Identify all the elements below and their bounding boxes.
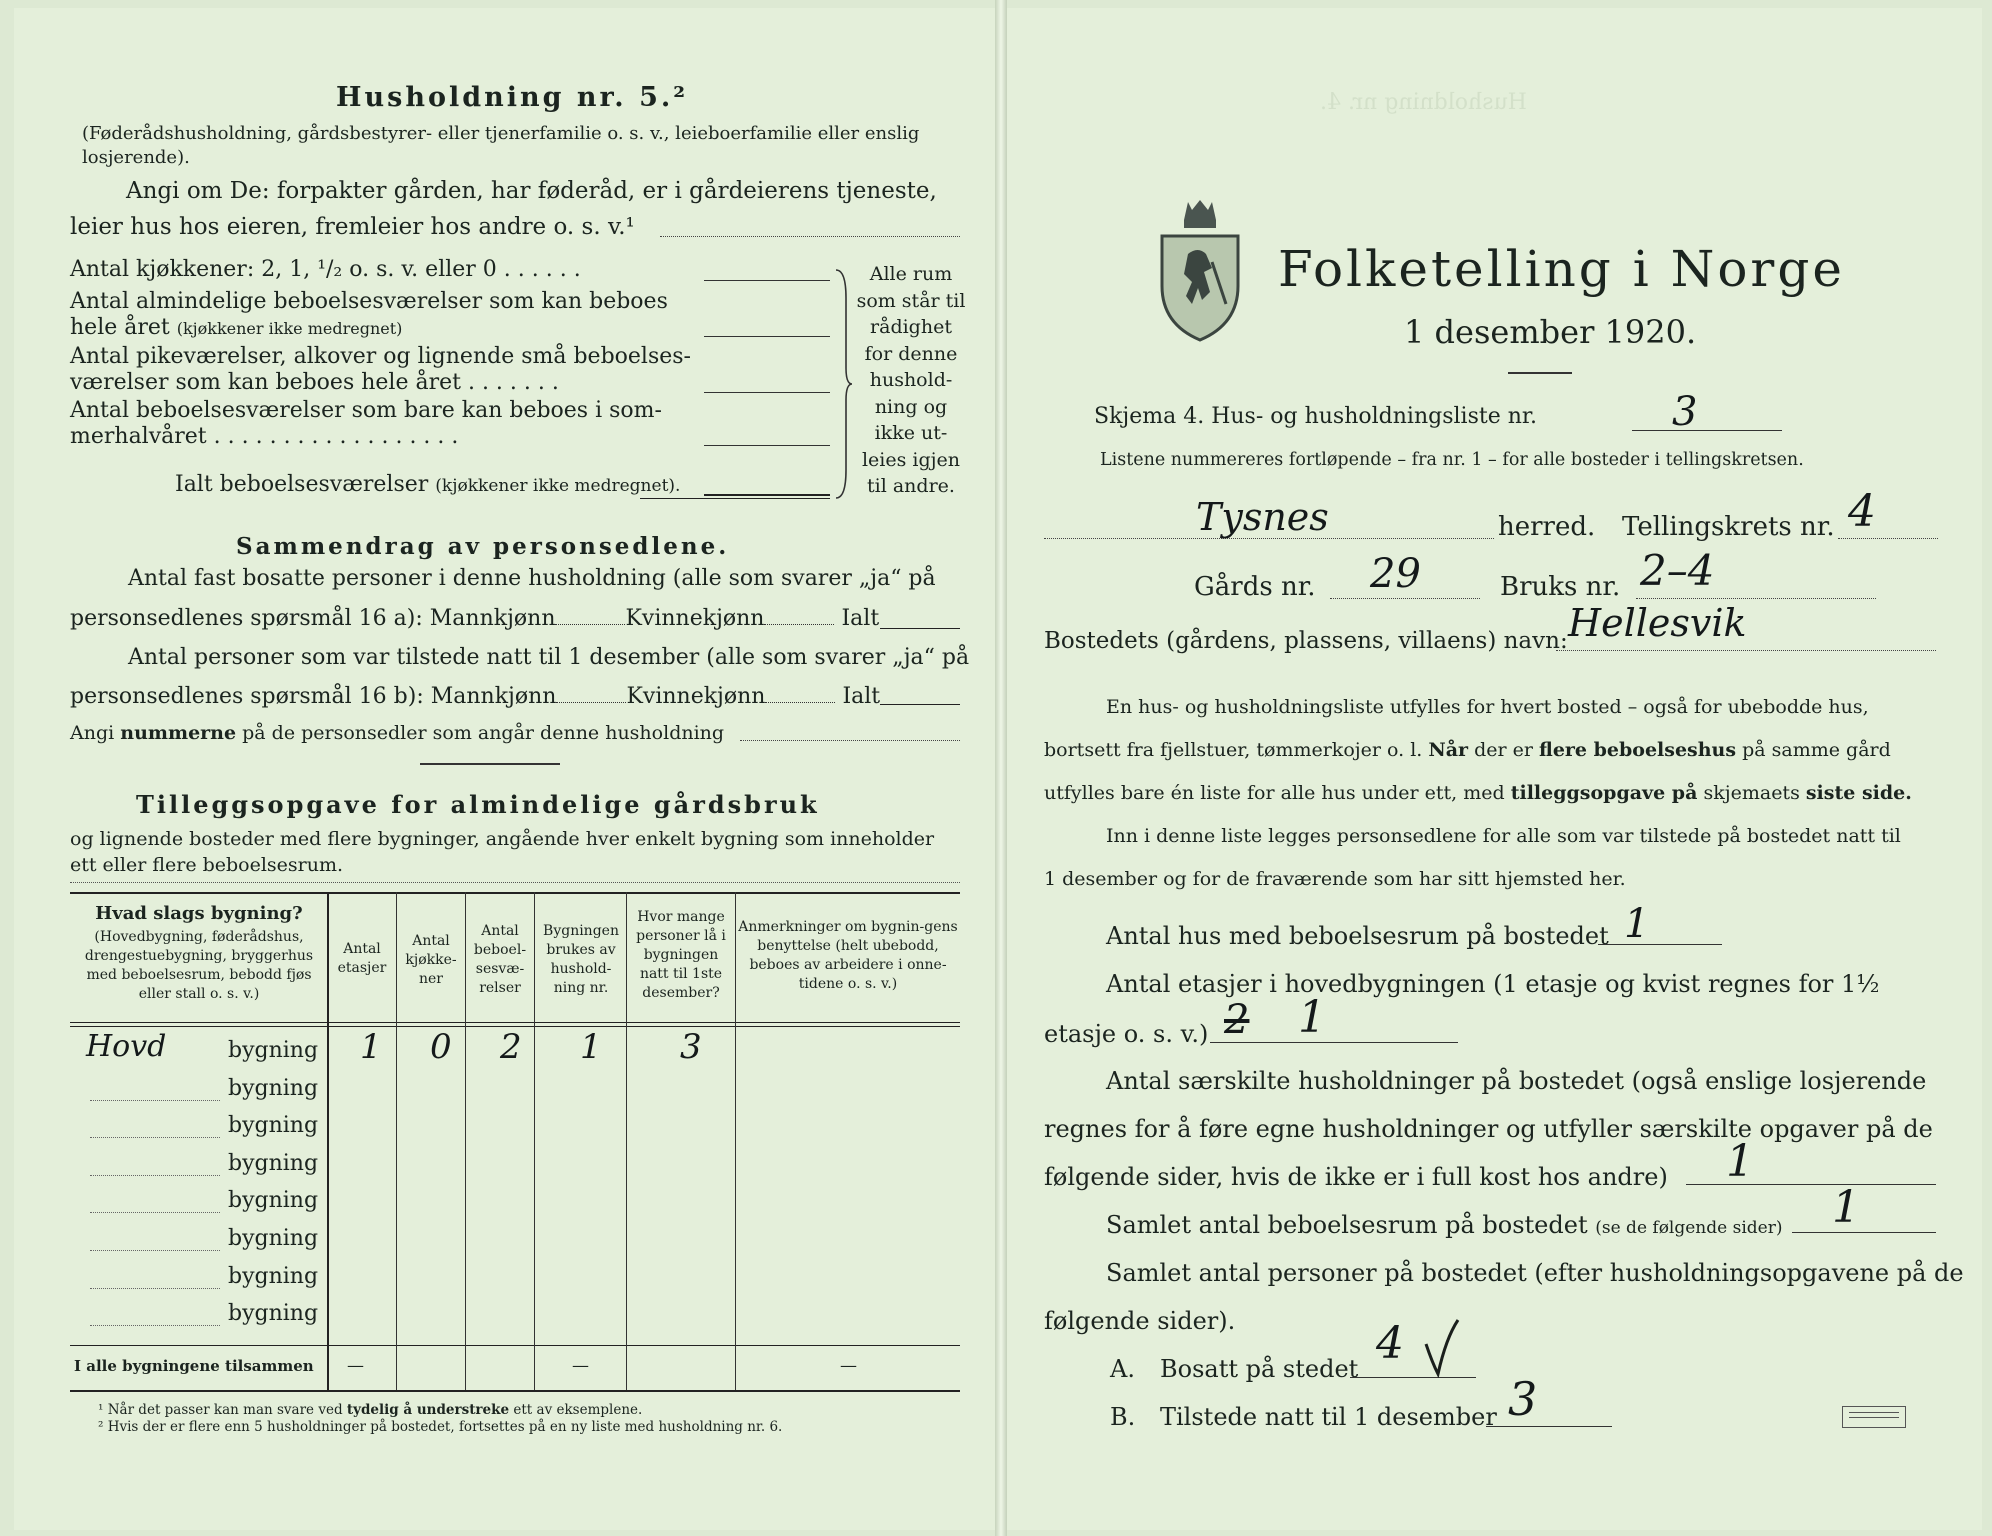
ordinary-rooms-question-1: Antal almindelige beboelsesværelser som kan beboes	[70, 289, 668, 314]
table-col-line-2	[396, 892, 397, 1390]
b-text: Tilstede natt til 1 desember	[1160, 1403, 1497, 1431]
instruction-4: Inn i denne liste legges personsedlene for alle som var tilstede på bostedet natt til	[1106, 825, 1901, 847]
summer-rooms-answer-line	[704, 445, 830, 446]
summary-2b-text: personsedlenes spørsmål 16 b): Mannkjønn	[70, 684, 557, 709]
col-building-title: Hvad slags bygning?	[95, 903, 303, 924]
section-divider	[420, 763, 560, 765]
instruction-3	[1044, 784, 1912, 803]
a-text: Bosatt på stedet	[1160, 1355, 1359, 1383]
col-remarks: Anmerkninger om bygnin-gens benyttelse (helt ubebodd, beboes av arbeidere i onne-tidene o. s. v.)	[738, 919, 958, 992]
q-persons-2: følgende sider).	[1044, 1307, 1236, 1335]
row-name-line	[90, 1175, 220, 1176]
total-rooms-text: Ialt beboelsesværelser	[175, 472, 429, 497]
q-persons-1: Samlet antal personer på bostedet (efter husholdningsopgavene på de	[1106, 1259, 1964, 1287]
instruction-2-post: på samme gård	[1736, 739, 1891, 761]
bruks-value: 2–4	[1640, 546, 1715, 595]
tellingskrets-line	[1838, 538, 1938, 539]
maid-rooms-answer-line	[704, 392, 830, 393]
instruction-5: 1 desember og for de fraværende som har sitt hjemsted her.	[1044, 868, 1626, 890]
summary-2b	[70, 686, 880, 708]
angi-nummerne-bold: nummerne	[120, 722, 237, 744]
q-rooms-value: 1	[1832, 1182, 1860, 1233]
side-note: Alle rum som står til rådighet for denne hushold-ning og ikke ut-leies igjen til andre.	[856, 263, 966, 497]
cell-persons: 3	[680, 1027, 702, 1067]
herred-label: herred.	[1498, 512, 1596, 542]
q-rooms-text: Samlet antal beboelsesrum på bostedet	[1106, 1211, 1588, 1239]
q-households-3: følgende sider, hvis de ikke er i full kost hos andre)	[1044, 1163, 1668, 1191]
angi-answer-line	[660, 236, 960, 237]
row-building-word: bygning	[228, 1301, 319, 1327]
col-floors: Antal etasjer	[337, 941, 387, 976]
col-persons: Hvor mange personer lå i bygningen natt til 1ste desember?	[636, 909, 726, 1001]
bruks-line	[1636, 598, 1876, 599]
q-households-2: regnes for å føre egne husholdninger og utfyller særskilte opgaver på de	[1044, 1115, 1933, 1143]
q-rooms-note: (se de følgende sider)	[1595, 1218, 1783, 1238]
supplement-heading: Tilleggsopgave for almindelige gårdsbruk	[136, 790, 820, 819]
maid-rooms-question-1: Antal pikeværelser, alkover og lignende små beboelses-	[70, 344, 691, 369]
herred-value: Tysnes	[1196, 495, 1329, 539]
q-floors-value: 1	[1298, 992, 1326, 1043]
gards-line	[1330, 598, 1480, 599]
angi-line-1: Angi om De: forpakter gården, har føderåd, er i gårdeierens tjeneste,	[126, 178, 937, 204]
row-building-word: bygning	[228, 1188, 319, 1214]
summary-2a: Antal personer som var tilstede natt til 1 desember (alle som svarer „ja“ på	[128, 645, 970, 670]
q-households-line	[1686, 1184, 1936, 1185]
table-col-line-3	[465, 892, 466, 1390]
q-households-value: 1	[1726, 1136, 1754, 1187]
instruction-3-mid: skjemaets	[1697, 782, 1806, 804]
summary-1b-kvinne: Kvinnekjønn	[625, 606, 765, 631]
cell-household: 1	[580, 1027, 602, 1067]
row-building-word: bygning	[228, 1075, 319, 1101]
table-header-border	[70, 1022, 960, 1023]
skjema-line: Skjema 4. Hus- og husholdningsliste nr.	[1094, 404, 1537, 429]
footnote-2: ² Hvis der er flere enn 5 husholdninger på bostedet, fortsettes på en ny liste med husholdning nr. 6.	[98, 1419, 783, 1435]
row-name-line	[90, 1100, 220, 1101]
col-building-sub: (Hovedbygning, føderådshus, drengestuebygning, bryggerhus med beboelsesrum, bebodd fjøs eller stall o. s. v.)	[84, 929, 314, 1002]
bosted-value: Hellesvik	[1568, 601, 1747, 645]
skjema-nr-value: 3	[1672, 389, 1698, 435]
q-households-1: Antal særskilte husholdninger på bostedet (også enslige losjerende	[1106, 1067, 1927, 1095]
summary-1b	[70, 608, 879, 630]
check-mark-icon	[1422, 1318, 1462, 1378]
numbering-note: Listene nummereres fortløpende – fra nr. 1 – for alle bosteder i tellingskretsen.	[1100, 450, 1804, 470]
supplement-text-1: og lignende bosteder med flere bygninger, angående hver enkelt bygning som inneholder	[70, 828, 935, 850]
q-houses-value: 1	[1624, 901, 1650, 947]
angi-nummerne	[70, 724, 724, 743]
q-floors-2: etasje o. s. v.)	[1044, 1020, 1209, 1048]
q-floors-struck: 2	[1224, 997, 1250, 1043]
q-houses-line	[1598, 944, 1722, 945]
q-rooms	[1106, 1213, 1782, 1237]
table-col-line-6	[735, 892, 736, 1390]
table-col-line-5	[626, 892, 627, 1390]
instruction-3-bold-2: siste side.	[1805, 782, 1912, 804]
row-building-word: bygning	[228, 1150, 319, 1176]
angi-nummerne-pre: Angi	[70, 722, 121, 744]
summary-2b-kvinne: Kvinnekjønn	[626, 684, 766, 709]
table-col-line-1	[327, 892, 329, 1390]
census-title: Folketelling i Norge	[1278, 240, 1845, 298]
row-building-name: Hovd	[86, 1029, 167, 1064]
summary-2-total-line	[880, 704, 960, 705]
household-subheading: (Føderådshusholdning, gårdsbestyrer- eller tjenerfamilie o. s. v., leieboerfamilie eller enslig losjerende).	[82, 123, 920, 168]
angi-line-2: leier hus hos eieren, fremleier hos andre o. s. v.¹	[70, 214, 635, 240]
bosted-label: Bostedets (gårdens, plassens, villaens) navn:	[1044, 628, 1568, 654]
side-note-brace	[832, 268, 854, 500]
kitchens-answer-line	[704, 280, 830, 281]
a-label: A.	[1110, 1355, 1135, 1383]
ordinary-rooms-note: (kjøkkener ikke medregnet)	[176, 319, 403, 338]
table-total-label: I alle bygningene tilsammen	[74, 1357, 314, 1375]
row-name-line	[90, 1325, 220, 1326]
gards-value: 29	[1370, 551, 1421, 597]
tellingskrets-value: 4	[1848, 486, 1876, 537]
household-heading: Husholdning nr. 5.²	[336, 82, 689, 113]
ordinary-rooms-question-2	[70, 317, 402, 339]
supplement-dotted-line	[70, 882, 960, 883]
summary-heading: Sammendrag av personsedlene.	[236, 533, 730, 560]
summer-rooms-question-2: merhalvåret . . . . . . . . . . . . . . . . . .	[70, 424, 459, 449]
total-rooms-answer-underline	[640, 498, 830, 499]
b-value: 3	[1508, 1372, 1538, 1426]
col-rooms: Antal beboel-sesvæ-relser	[473, 923, 527, 996]
col-household: Bygningen brukes av hushold-ning nr.	[543, 923, 619, 996]
footnote-1: ¹ Når det passer kan man svare ved tydelig å understreke ett av eksemplene.	[98, 1402, 643, 1418]
summary-1a: Antal fast bosatte personer i denne husholdning (alle som svarer „ja“ på	[128, 566, 936, 591]
row-name-line	[90, 1250, 220, 1251]
summary-1b-ialt: Ialt	[841, 606, 880, 631]
row-building-word: bygning	[228, 1113, 319, 1139]
table-top-border	[70, 892, 960, 894]
total-floors-dash: —	[347, 1356, 364, 1376]
row-name-line	[90, 1288, 220, 1289]
bosted-line	[1556, 650, 1936, 651]
instruction-1: En hus- og husholdningsliste utfylles for hvert bosted – også for ubebodde hus,	[1106, 696, 1869, 718]
tellingskrets-label: Tellingskrets nr.	[1622, 512, 1835, 542]
coat-of-arms-icon	[1152, 196, 1248, 346]
a-value: 4	[1376, 1318, 1404, 1369]
b-line	[1486, 1426, 1612, 1427]
q-floors-1: Antal etasjer i hovedbygningen (1 etasje og kvist regnes for 1½	[1106, 970, 1880, 998]
cell-rooms: 2	[500, 1027, 522, 1067]
col-kitchens: Antal kjøkke-ner	[405, 933, 457, 987]
total-household-dash: —	[572, 1356, 589, 1376]
b-label: B.	[1110, 1403, 1136, 1431]
ordinary-rooms-answer-line	[704, 336, 830, 337]
cell-floors: 1	[360, 1027, 382, 1067]
row-name-line	[90, 1212, 220, 1213]
row-building-word: bygning	[228, 1226, 319, 1251]
supplement-text-2: ett eller flere beboelsesrum.	[70, 854, 344, 876]
bruks-label: Bruks nr.	[1500, 572, 1621, 602]
summary-1-total-line	[880, 628, 960, 629]
instruction-2-bold-2: flere beboelseshus	[1539, 739, 1737, 761]
table-bottom-border	[70, 1390, 960, 1392]
kitchens-question: Antal kjøkkener: 2, 1, ¹/₂ o. s. v. eller 0 . . . . . .	[70, 257, 581, 282]
instruction-3-pre: utfylles bare én liste for alle hus under ett, med	[1044, 782, 1511, 804]
instruction-2	[1044, 741, 1891, 760]
title-divider	[1508, 372, 1572, 374]
footnote-2-text: Hvis der er flere enn 5 husholdninger på bostedet, fortsettes på en ny liste med husholdning nr. 6.	[107, 1419, 783, 1435]
total-remarks-dash: —	[840, 1356, 857, 1376]
summer-rooms-question-1: Antal beboelsesværelser som bare kan beboes i som-	[70, 398, 662, 423]
cell-kitchens: 0	[430, 1027, 452, 1067]
printer-stamp	[1842, 1406, 1906, 1428]
angi-nummerne-line	[740, 740, 960, 741]
table-col-line-4	[534, 892, 535, 1390]
table-total-border	[70, 1345, 960, 1346]
angi-nummerne-post: på de personsedler som angår denne husholdning	[236, 722, 725, 744]
bleed-through: Husholdning nr. 4.	[1320, 90, 1527, 115]
maid-rooms-question-2: værelser som kan beboes hele året . . . . . . .	[70, 370, 559, 395]
row-name-line	[90, 1137, 220, 1138]
instruction-3-bold-1: tilleggsopgave på	[1510, 782, 1698, 804]
gards-label: Gårds nr.	[1194, 572, 1316, 602]
ordinary-rooms-text: hele året	[70, 315, 170, 340]
footnote-1-pre: Når det passer kan man svare ved	[107, 1402, 347, 1418]
q-houses: Antal hus med beboelsesrum på bostedet	[1106, 922, 1609, 950]
footnote-1-bold: tydelig å understreke	[346, 1402, 510, 1418]
instruction-2-mid: der er	[1468, 739, 1539, 761]
row-building-word: bygning	[228, 1263, 319, 1289]
skjema-nr-line	[1632, 430, 1782, 431]
total-rooms-note: (kjøkkener ikke medregnet).	[435, 476, 681, 496]
summary-1b-text: personsedlenes spørsmål 16 a): Mannkjønn	[70, 606, 556, 631]
footnote-1-post: ett av eksemplene.	[509, 1402, 643, 1418]
page-fold	[995, 0, 1007, 1536]
q-rooms-line	[1792, 1232, 1936, 1233]
summary-2b-ialt: Ialt	[842, 684, 881, 709]
instruction-2-pre: bortsett fra fjellstuer, tømmerkojer o. l.	[1044, 739, 1429, 761]
total-rooms-question	[175, 474, 680, 496]
instruction-2-bold-1: Når	[1428, 739, 1469, 761]
total-rooms-answer-line	[704, 494, 830, 496]
census-date: 1 desember 1920.	[1404, 313, 1697, 351]
row-building-word: bygning	[228, 1038, 319, 1063]
